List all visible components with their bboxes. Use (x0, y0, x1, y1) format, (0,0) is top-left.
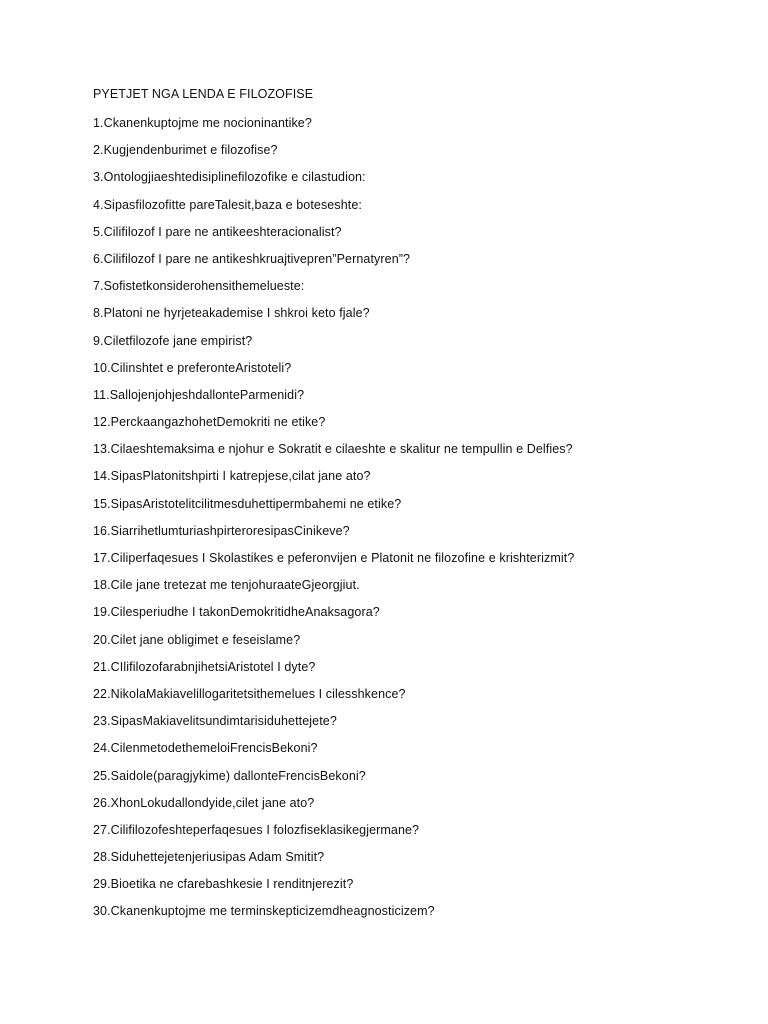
question-list (93, 114, 574, 930)
question-item: 20.Cilet jane obligimet e feseislame? (93, 632, 301, 647)
question-item: 2.Kugjendenburimet e filozofise? (93, 143, 278, 158)
question-item: 27.Cilifilozofeshteperfaqesues I folozfiseklasikegjermane? (93, 822, 420, 837)
question-item: 8.Platoni ne hyrjeteakademise I shkroi keto fjale? (93, 306, 370, 321)
question-item: 28.Siduhettejetenjeriusipas Adam Smitit? (93, 850, 325, 865)
question-item: 16.SiarrihetlumturiashpirteroresipasCinikeve? (93, 523, 350, 538)
question-item: 30.Ckanenkuptojme me terminskepticizemdheagnosticizem? (93, 904, 435, 919)
question-item: 21.CIlifilozofarabnjihetsiAristotel I dyte? (93, 659, 316, 674)
question-item: 6.Cilifilozof I pare ne antikeshkruajtivepren”Pernatyren”? (93, 251, 411, 266)
question-item: 24.CilenmetodethemeloiFrencisBekoni? (93, 741, 318, 756)
question-item: 18.Cile jane tretezat me tenjohuraateGjeorgjiut. (93, 578, 360, 593)
question-item: 11.SallojenjohjeshdallonteParmenidi? (93, 387, 305, 402)
question-item: 19.Cilesperiudhe I takonDemokritidheAnaksagora? (93, 605, 380, 620)
question-item: 3.Ontologjiaeshtedisiplinefilozofike e cilastudion: (93, 170, 366, 185)
document-title: PYETJET NGA LENDA E FILOZOFISE (93, 87, 314, 101)
question-item: 26.XhonLokudallondyide,cilet jane ato? (93, 795, 315, 810)
question-item: 13.Cilaeshtemaksima e njohur e Sokratit e cilaeshte e skalitur ne tempullin e Delfies? (93, 442, 573, 457)
question-item: 23.SipasMakiavelitsundimtarisiduhettejete? (93, 714, 337, 729)
question-item: 12.PerckaangazhohetDemokriti ne etike? (93, 415, 326, 430)
question-item: 14.SipasPlatonitshpirti I katrepjese,cilat jane ato? (93, 469, 371, 484)
question-item: 5.Cilifilozof I pare ne antikeeshteracionalist? (93, 224, 342, 239)
question-item: 10.Cilinshtet e preferonteAristoteli? (93, 360, 292, 375)
question-item: 4.Sipasfilozofitte pareTalesit,baza e boteseshte: (93, 197, 362, 212)
question-item: 17.Ciliperfaqesues I Skolastikes e peferonvijen e Platonit ne filozofine e krishterizmit? (93, 551, 575, 565)
question-item: 25.Saidole(paragjykime) dallonteFrencisBekoni? (93, 768, 366, 783)
question-item: 29.Bioetika ne cfarebashkesie I renditnjerezit? (93, 877, 354, 892)
question-item: 15.SipasAristotelitcilitmesduhettipermbahemi ne etike? (93, 496, 402, 511)
question-item: 7.Sofistetkonsiderohensithemelueste: (93, 279, 305, 294)
question-item: 9.Ciletfilozofe jane empirist? (93, 333, 253, 348)
question-item: 22.NikolaMakiavelillogaritetsithemelues I cilesshkence? (93, 686, 406, 701)
question-item: 1.Ckanenkuptojme me nocioninantike? (93, 116, 312, 130)
